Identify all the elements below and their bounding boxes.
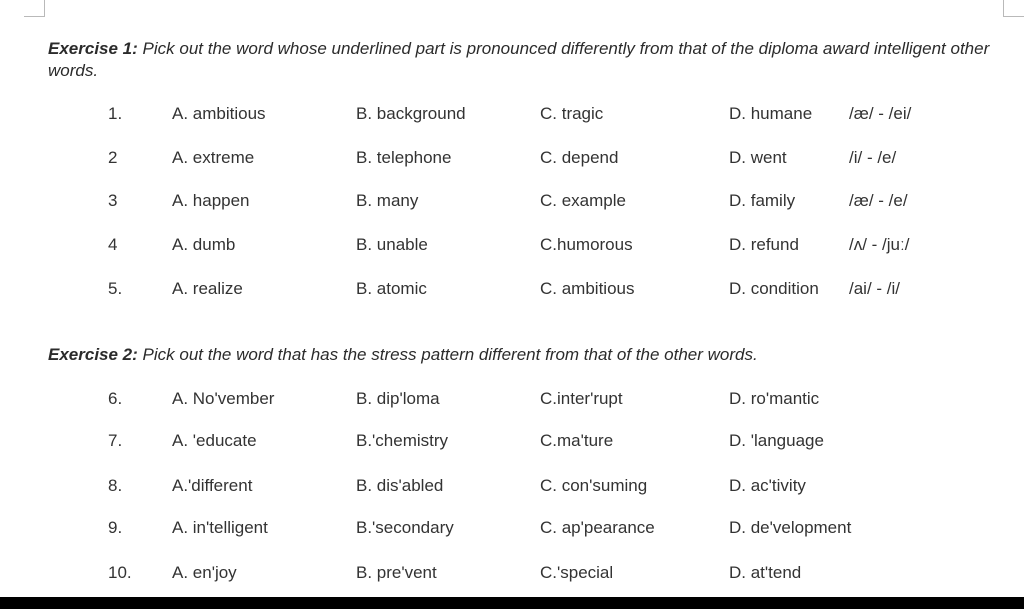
option-d: D. at'tend: [729, 563, 802, 582]
option-d: D. humane: [729, 104, 813, 123]
phonetic-note: /i/ - /e/: [849, 148, 897, 167]
option-c: C.ma'ture: [540, 431, 614, 450]
option-a: A. happen: [172, 191, 250, 210]
option-d: D. refund: [729, 235, 799, 254]
question-row: [0, 431, 1024, 455]
question-number: 1.: [108, 104, 123, 123]
exercise-1-instruction: Pick out the word whose underlined part is pronounced differently from that of the diploma award intelligent other words.: [48, 39, 990, 80]
exercise-2-instruction: Pick out the word that has the stress pattern different from that of the other words.: [142, 345, 758, 364]
question-row: [0, 235, 1024, 259]
question-row: [0, 476, 1024, 500]
question-row: [0, 191, 1024, 215]
phonetic-note: /æ/ - /ei/: [849, 104, 912, 123]
option-d: D. condition: [729, 279, 819, 298]
exercise-2-heading: [48, 344, 758, 366]
question-number: 10.: [108, 563, 132, 582]
option-b: B. dis'abled: [356, 476, 444, 495]
option-a: A. realize: [172, 279, 243, 298]
phonetic-note: /æ/ - /e/: [849, 191, 908, 210]
option-b: B.'chemistry: [356, 431, 449, 450]
option-d: D. family: [729, 191, 796, 210]
option-b: B. pre'vent: [356, 563, 437, 582]
phonetic-note: /ai/ - /i/: [849, 279, 901, 298]
option-a: A. dumb: [172, 235, 236, 254]
option-a: A. ambitious: [172, 104, 266, 123]
option-b: B. dip'loma: [356, 389, 440, 408]
exercise-1-label: Exercise 1:: [48, 39, 138, 58]
question-row: [0, 104, 1024, 128]
screen-bottom-bar: [0, 597, 1024, 609]
option-d: D. went: [729, 148, 787, 167]
option-c: C. ap'pearance: [540, 518, 655, 537]
question-row: [0, 389, 1024, 413]
question-row: [0, 518, 1024, 542]
question-row: [0, 563, 1024, 587]
option-c: C. example: [540, 191, 626, 210]
question-number: 6.: [108, 389, 123, 408]
question-row: [0, 279, 1024, 303]
question-number: 4: [108, 235, 118, 254]
option-b: B. many: [356, 191, 419, 210]
question-number: 8.: [108, 476, 123, 495]
option-b: B. atomic: [356, 279, 427, 298]
option-c: C. depend: [540, 148, 619, 167]
option-d: D. ro'mantic: [729, 389, 820, 408]
question-number: 5.: [108, 279, 123, 298]
option-c: C.humorous: [540, 235, 633, 254]
option-d: D. ac'tivity: [729, 476, 806, 495]
question-number: 9.: [108, 518, 123, 537]
option-b: B. telephone: [356, 148, 452, 167]
option-c: C. con'suming: [540, 476, 648, 495]
option-c: C.'special: [540, 563, 614, 582]
option-a: A.'different: [172, 476, 253, 495]
page-corner-mark-left: [24, 0, 45, 17]
option-a: A. in'telligent: [172, 518, 268, 537]
option-a: A. 'educate: [172, 431, 257, 450]
question-row: [0, 148, 1024, 172]
option-a: A. en'joy: [172, 563, 237, 582]
option-d: D. de'velopment: [729, 518, 852, 537]
option-d: D. 'language: [729, 431, 824, 450]
option-c: C.inter'rupt: [540, 389, 623, 408]
phonetic-note: /ʌ/ - /juː/: [849, 235, 910, 254]
exercise-1-heading: [48, 38, 1013, 82]
option-b: B. unable: [356, 235, 428, 254]
question-number: 7.: [108, 431, 123, 450]
option-c: C. ambitious: [540, 279, 635, 298]
option-c: C. tragic: [540, 104, 604, 123]
option-a: A. extreme: [172, 148, 255, 167]
question-number: 2: [108, 148, 118, 167]
option-b: B.'secondary: [356, 518, 454, 537]
question-number: 3: [108, 191, 118, 210]
page-corner-mark-right: [1003, 0, 1024, 17]
option-b: B. background: [356, 104, 466, 123]
exercise-2-label: Exercise 2:: [48, 345, 138, 364]
option-a: A. No'vember: [172, 389, 275, 408]
